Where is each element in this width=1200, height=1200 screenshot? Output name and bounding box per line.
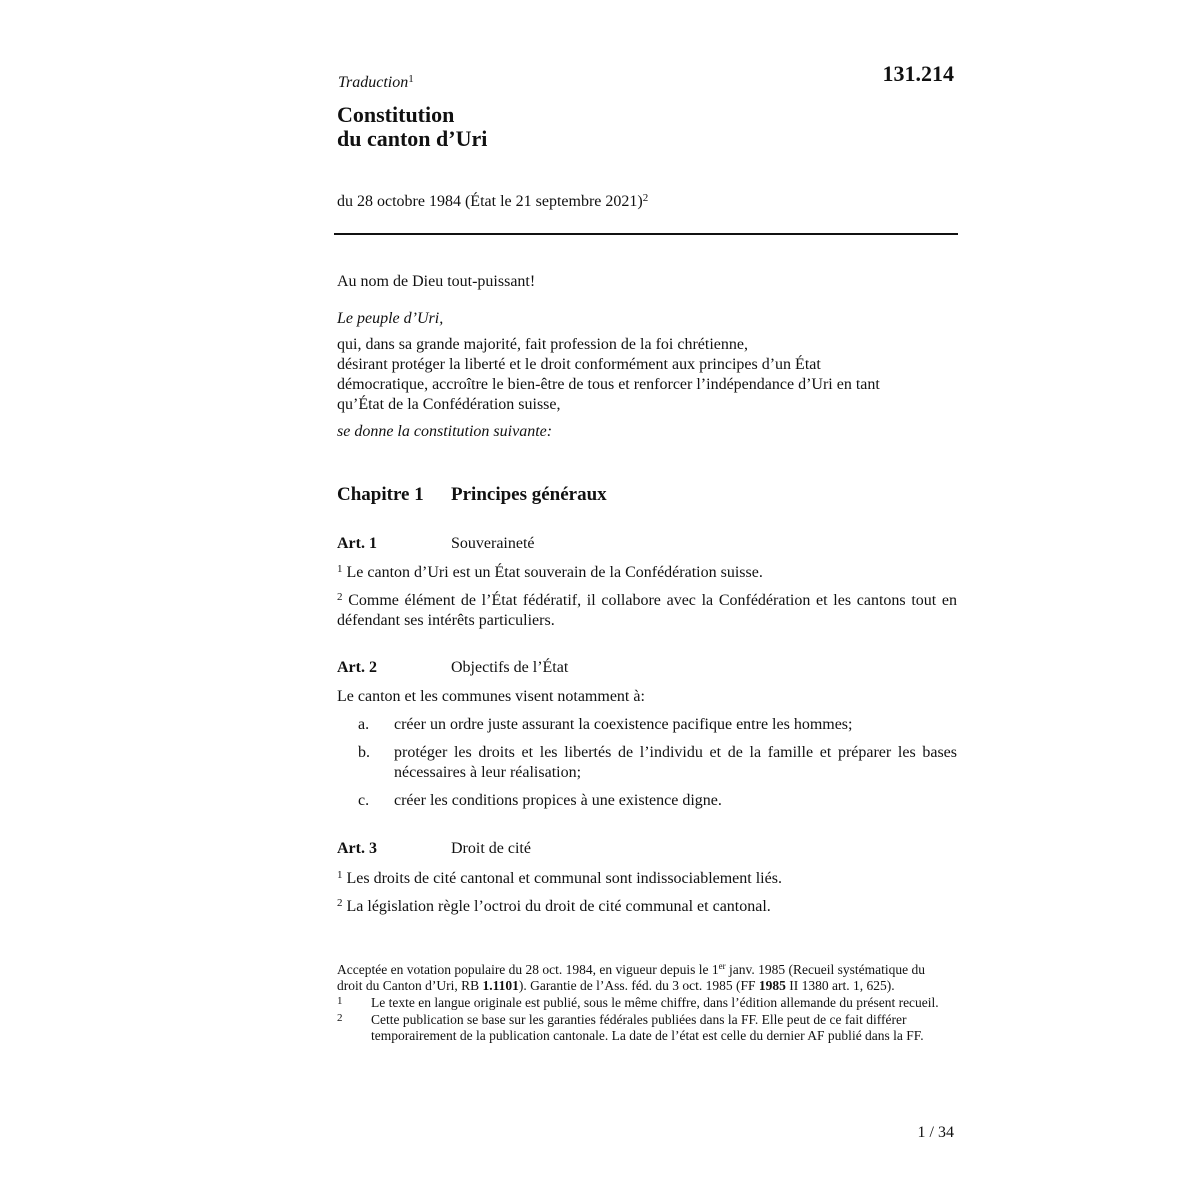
paragraph-text: La législation règle l’octroi du droit de cité communal et cantonal.	[346, 898, 771, 915]
preamble-line: démocratique, accroître le bien-être de tous et renforcer l’indépendance d’Uri en tant	[337, 376, 880, 393]
article-label: Art. 1	[337, 535, 377, 552]
article-3-paragraph-1	[337, 869, 957, 889]
footnote-1	[337, 995, 949, 1011]
list-marker: b.	[358, 744, 370, 761]
preamble-line: qui, dans sa grande majorité, fait profession de la foi chrétienne,	[337, 336, 748, 353]
document-page	[337, 0, 957, 1200]
footnote-intro	[337, 962, 949, 994]
ordinal-suffix: er	[718, 961, 726, 971]
preamble-line: qu’État de la Confédération suisse,	[337, 396, 561, 413]
article-1-paragraph-2	[337, 591, 957, 631]
article-1-paragraph-1	[337, 563, 957, 583]
translation-text: Traduction	[338, 74, 409, 91]
title-line-1: Constitution	[337, 102, 455, 127]
article-3-heading	[337, 840, 531, 858]
paragraph-number: 1	[337, 869, 343, 881]
paragraph-number: 1	[337, 563, 343, 575]
footnote-intro-text: janv. 1985 (Recueil systématique du droit du Canton d’Uri, RB	[337, 962, 925, 993]
chapter-label: Chapitre 1	[337, 484, 424, 505]
paragraph-number: 2	[337, 897, 343, 909]
footnote-intro-text: II 1380 art. 1, 625).	[785, 978, 895, 993]
title-line-2: du canton d’Uri	[337, 126, 488, 151]
footnotes	[337, 962, 957, 1044]
chapter-title: Principes généraux	[451, 484, 607, 505]
footnote-intro-text: ). Garantie de l’Ass. féd. du 3 oct. 1985 (FF	[518, 978, 759, 993]
article-3-paragraph-2	[337, 897, 957, 917]
invocation: Au nom de Dieu tout-puissant!	[337, 273, 536, 290]
header-divider	[334, 233, 958, 235]
article-title: Droit de cité	[451, 840, 531, 857]
translation-label	[338, 74, 414, 92]
date-text: du 28 octobre 1984 (État le 21 septembre 2021)	[337, 193, 643, 210]
article-label: Art. 3	[337, 840, 377, 857]
rb-reference: 1.1101	[482, 978, 519, 993]
preamble-text	[337, 335, 957, 415]
paragraph-text: Comme élément de l’État fédératif, il collabore avec la Confédération et les cantons tout en défendant ses intérêts particuliers.	[337, 592, 958, 629]
document-title	[337, 103, 487, 151]
article-2-intro: Le canton et les communes visent notamment à:	[337, 688, 645, 705]
preamble-line: désirant protéger la liberté et le droit conformément aux principes d’un État	[337, 356, 821, 373]
article-title: Objectifs de l’État	[451, 659, 569, 676]
list-item-text: créer un ordre juste assurant la coexistence pacifique entre les hommes;	[394, 716, 853, 733]
article-title: Souveraineté	[451, 535, 535, 552]
list-marker: a.	[358, 716, 370, 733]
article-2-heading	[337, 659, 568, 677]
document-number: 131.214	[882, 61, 954, 86]
list-item-text: créer les conditions propices à une existence digne.	[394, 792, 722, 809]
footnote-2	[337, 1012, 949, 1044]
page-number: 1 / 34	[917, 1124, 954, 1141]
ff-year: 1985	[758, 978, 786, 993]
paragraph-number: 2	[337, 591, 343, 603]
footnote-text: Cette publication se base sur les garanties fédérales publiées dans la FF. Elle peut de ce fait différer temporairement de la publication cantonale. La date de l’état est celle du dernier AF publié dans la FF.	[371, 1012, 924, 1043]
chapter-heading	[337, 484, 607, 506]
paragraph-text: Le canton d’Uri est un État souverain de la Confédération suisse.	[346, 564, 763, 581]
footnote-intro-text: Acceptée en votation populaire du 28 oct. 1984, en vigueur depuis le 1	[337, 962, 719, 977]
paragraph-text: Les droits de cité cantonal et communal sont indissociablement liés.	[346, 870, 782, 887]
preamble-subject: Le peuple d’Uri,	[337, 310, 444, 327]
footnote-text: Le texte en langue originale est publié, sous le même chiffre, dans l’édition allemande du présent recueil.	[371, 995, 939, 1010]
footnote-ref-1[interactable]: 1	[408, 73, 414, 85]
footnote-number: 2	[337, 1012, 343, 1024]
article-label: Art. 2	[337, 659, 377, 676]
document-date	[337, 193, 648, 211]
list-marker: c.	[358, 792, 370, 809]
footnote-ref-2[interactable]: 2	[642, 192, 649, 204]
article-1-heading	[337, 535, 535, 553]
preamble-closing: se donne la constitution suivante:	[337, 423, 553, 440]
footnote-number: 1	[337, 995, 343, 1007]
list-item-text: protéger les droits et les libertés de l’individu et de la famille et préparer les bases nécessaires à leur réalisation;	[394, 744, 957, 781]
